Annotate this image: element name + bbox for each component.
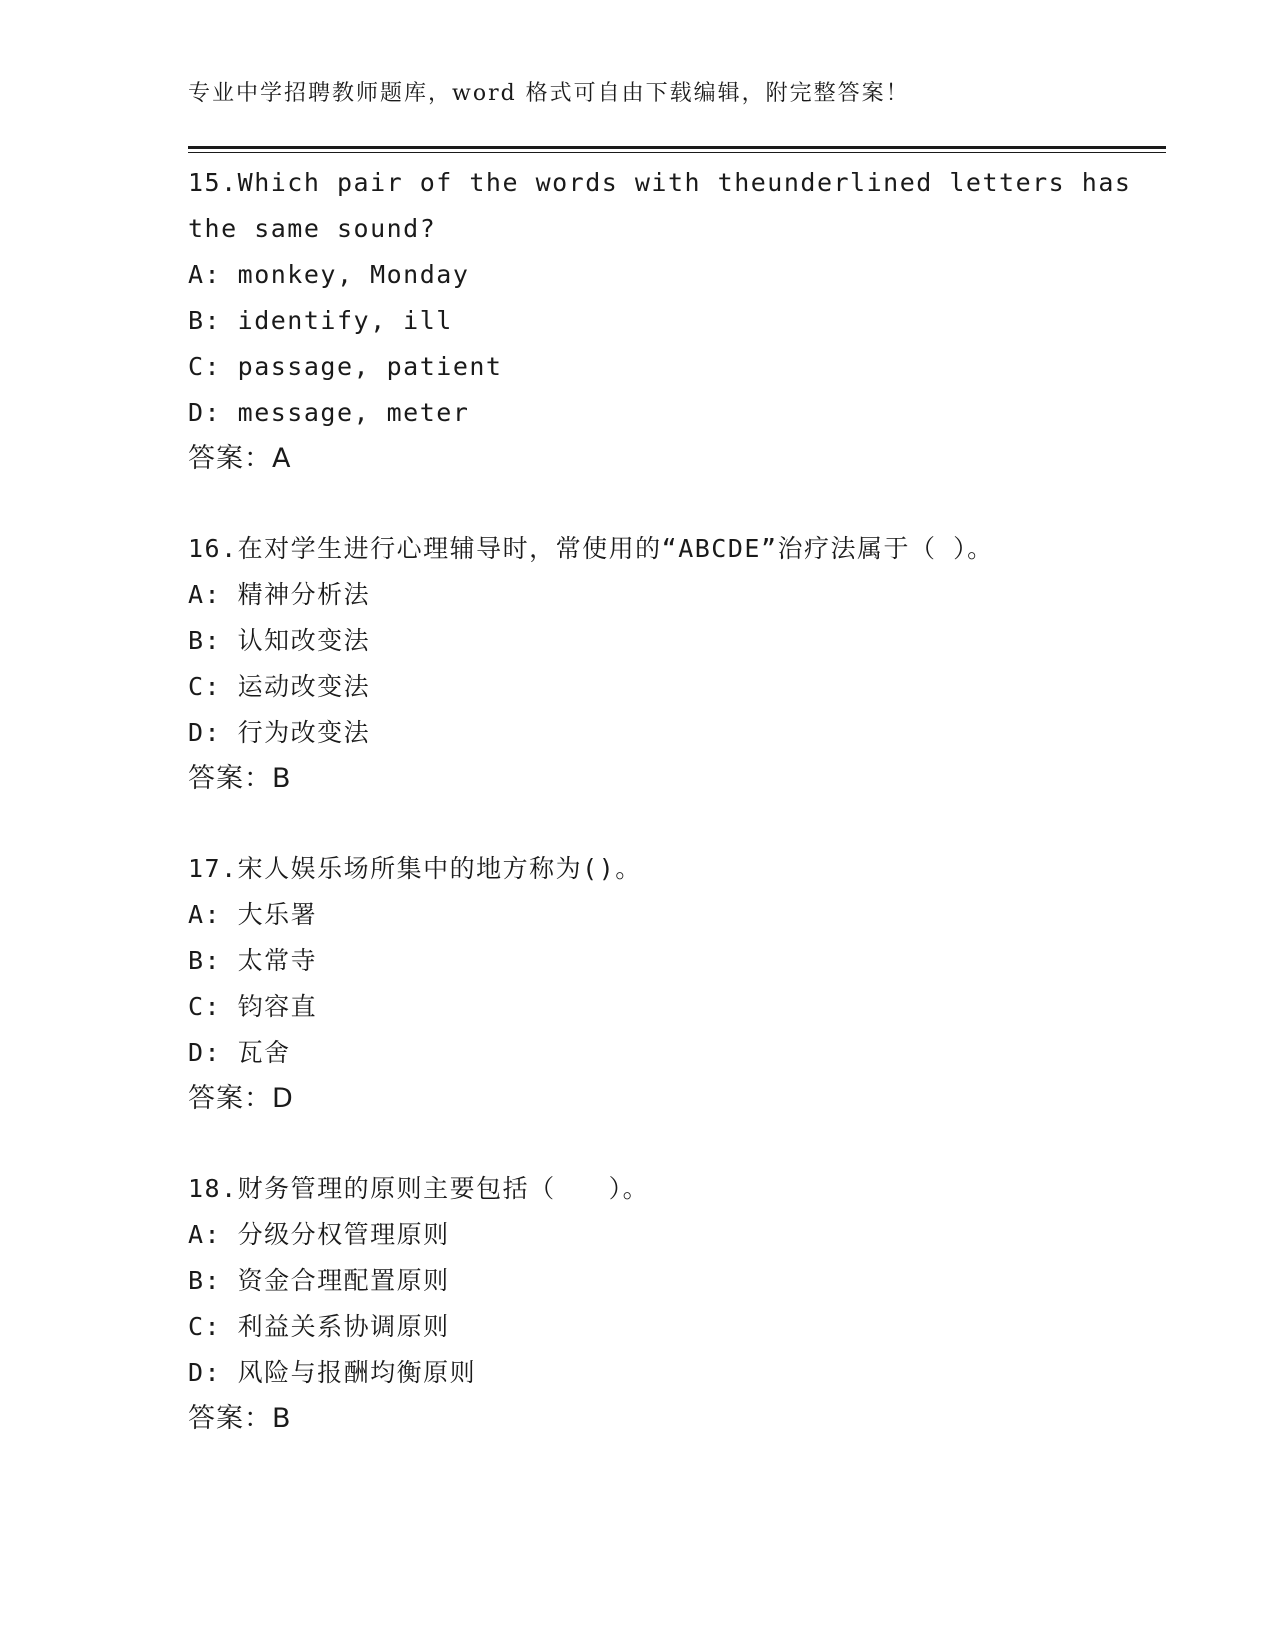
question-stem: 15.Which pair of the words with theunderlined letters has the same sound? bbox=[188, 168, 1148, 243]
option-a: A: monkey, Monday bbox=[188, 260, 470, 289]
header-divider-thin bbox=[188, 152, 1166, 153]
answer-line: 答案：B bbox=[188, 1403, 292, 1434]
option-a: A: 分级分权管理原则 bbox=[188, 1220, 450, 1249]
option-d: D: message, meter bbox=[188, 398, 470, 427]
option-b: B: 认知改变法 bbox=[188, 626, 371, 655]
option-a: A: 精神分析法 bbox=[188, 580, 371, 609]
question-list bbox=[188, 160, 1166, 1486]
option-d: D: 风险与报酬均衡原则 bbox=[188, 1358, 477, 1387]
question-15 bbox=[188, 160, 1166, 482]
question-18 bbox=[188, 1166, 1166, 1442]
answer-line: 答案：D bbox=[188, 1083, 294, 1114]
option-c: C: passage, patient bbox=[188, 352, 503, 381]
answer-line: 答案：B bbox=[188, 763, 292, 794]
page-header: 专业中学招聘教师题库，word 格式可自由下载编辑，附完整答案！ bbox=[188, 81, 910, 106]
option-d: D: 瓦舍 bbox=[188, 1038, 291, 1067]
option-b: B: 太常寺 bbox=[188, 946, 318, 975]
answer-line: 答案：A bbox=[188, 443, 292, 474]
option-a: A: 大乐署 bbox=[188, 900, 318, 929]
question-16 bbox=[188, 526, 1166, 802]
question-stem: 18.财务管理的原则主要包括（ ）。 bbox=[188, 1174, 650, 1203]
header-divider-thick bbox=[188, 146, 1166, 149]
question-stem: 16.在对学生进行心理辅导时，常使用的“ABCDE”治疗法属于（ ）。 bbox=[188, 534, 994, 563]
option-c: C: 运动改变法 bbox=[188, 672, 371, 701]
question-17 bbox=[188, 846, 1166, 1122]
question-stem: 17.宋人娱乐场所集中的地方称为()。 bbox=[188, 854, 642, 883]
option-b: B: identify, ill bbox=[188, 306, 453, 335]
option-c: C: 利益关系协调原则 bbox=[188, 1312, 450, 1341]
option-b: B: 资金合理配置原则 bbox=[188, 1266, 450, 1295]
option-d: D: 行为改变法 bbox=[188, 718, 371, 747]
option-c: C: 钧容直 bbox=[188, 992, 318, 1021]
